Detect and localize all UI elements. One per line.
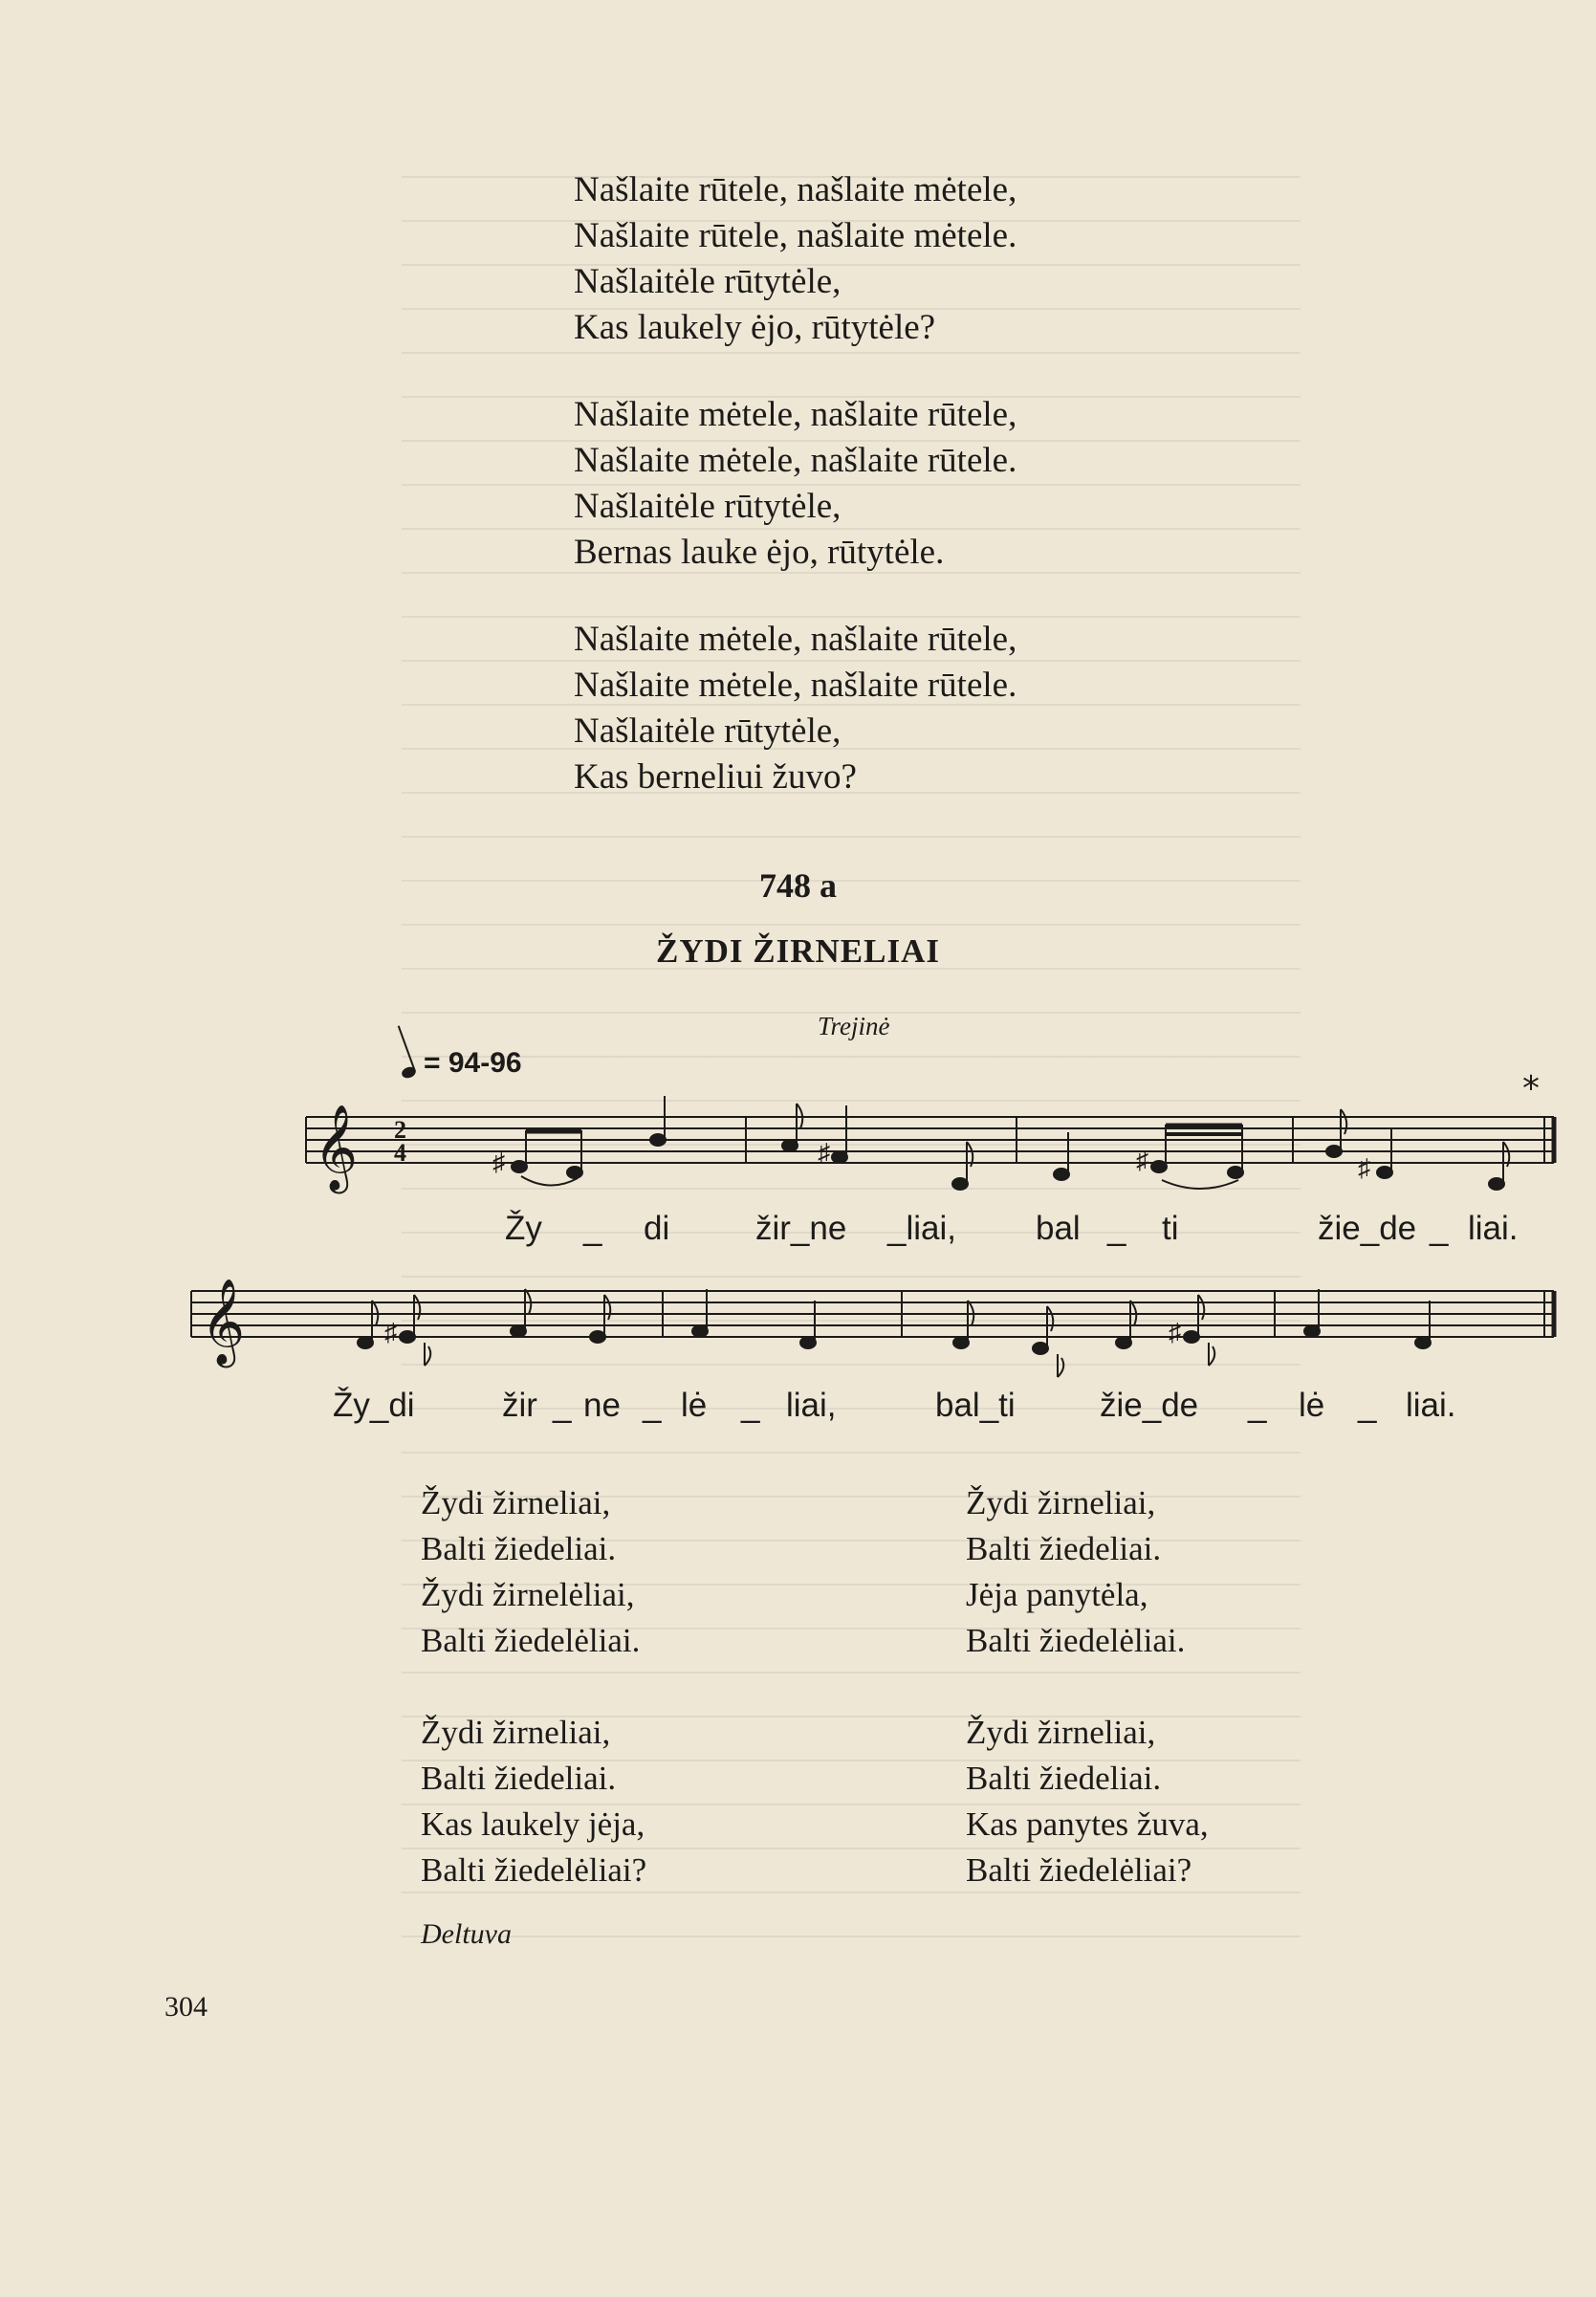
stanza-line: Našlaite rūtele, našlaite mėtele, bbox=[574, 170, 1017, 209]
stanza-line: Našlaite mėtele, našlaite rūtele. bbox=[574, 441, 1017, 480]
stanza-line: Kas berneliui žuvo? bbox=[574, 757, 857, 797]
lyric-syllable: Žy bbox=[505, 1210, 542, 1247]
lyric-syllable: bal bbox=[1036, 1210, 1081, 1247]
verse-line: Žydi žirneliai, bbox=[966, 1714, 1156, 1751]
lyric-syllable: žie_de bbox=[1100, 1387, 1199, 1424]
lyric-syllable: Žy_di bbox=[333, 1387, 415, 1424]
lyric-syllable: žie_de bbox=[1318, 1210, 1417, 1247]
verse-line: Balti žiedelėliai. bbox=[421, 1622, 641, 1659]
svg-text:♯: ♯ bbox=[384, 1319, 397, 1346]
time-signature-bottom: 4 bbox=[394, 1139, 406, 1167]
verse-line: Žydi žirneliai, bbox=[421, 1484, 611, 1521]
svg-text:♯: ♯ bbox=[818, 1139, 830, 1167]
treble-clef-icon: 𝄞 bbox=[201, 1279, 246, 1365]
stanza-line: Našlaite mėtele, našlaite rūtele. bbox=[574, 666, 1017, 705]
stanza-line: Našlaite rūtele, našlaite mėtele. bbox=[574, 216, 1017, 255]
svg-text:♯: ♯ bbox=[1358, 1154, 1370, 1182]
lyric-syllable: _ bbox=[1248, 1387, 1267, 1424]
song-title: ŽYDI ŽIRNELIAI bbox=[656, 932, 940, 970]
lyric-syllable: _ bbox=[741, 1387, 760, 1424]
lyric-syllable: _ bbox=[583, 1210, 602, 1247]
verse-line: Balti žiedelėliai? bbox=[966, 1851, 1192, 1889]
stanza-line: Našlaitėle rūtytėle, bbox=[574, 262, 842, 301]
lyric-syllable: _ bbox=[1358, 1387, 1377, 1424]
stanza-line: Našlaite mėtele, našlaite rūtele, bbox=[574, 395, 1017, 434]
stanza-line: Našlaite mėtele, našlaite rūtele, bbox=[574, 620, 1017, 659]
svg-text:♯: ♯ bbox=[492, 1148, 505, 1176]
stanza-3 bbox=[574, 617, 1017, 800]
lyric-syllable: ti bbox=[1162, 1210, 1179, 1247]
svg-text:♯: ♯ bbox=[1169, 1319, 1181, 1346]
quarter-note-icon bbox=[401, 1065, 418, 1080]
tempo-marking: Trejinė bbox=[818, 1012, 890, 1040]
verse-line: Kas laukely jėja, bbox=[421, 1805, 645, 1843]
time-signature-top: 2 bbox=[394, 1116, 406, 1144]
stanza-line: Kas laukely ėjo, rūtytėle? bbox=[574, 308, 936, 347]
lyric-syllable: _ bbox=[1107, 1210, 1126, 1247]
music-staff-2 bbox=[0, 1255, 1596, 1408]
verse-line: Balti žiedeliai. bbox=[966, 1530, 1162, 1567]
lyric-syllable: _ bbox=[553, 1387, 572, 1424]
lyric-syllable: lė bbox=[681, 1387, 708, 1424]
verse-line: Balti žiedeliai. bbox=[966, 1760, 1162, 1797]
verse-gap bbox=[966, 1664, 1209, 1710]
svg-text:♯: ♯ bbox=[1136, 1147, 1148, 1174]
verse-line: Balti žiedelėliai. bbox=[966, 1622, 1186, 1659]
metronome-mark bbox=[402, 1047, 522, 1080]
treble-clef-icon: 𝄞 bbox=[314, 1105, 359, 1191]
staff-1-notes bbox=[492, 1096, 1509, 1190]
stanza-2 bbox=[574, 392, 1017, 576]
stanza-1 bbox=[574, 167, 1017, 351]
verse-line: Balti žiedelėliai? bbox=[421, 1851, 647, 1889]
song-number: 748 a bbox=[759, 866, 837, 905]
verse-line: Jėja panytėla, bbox=[966, 1576, 1148, 1613]
verse-line: Balti žiedeliai. bbox=[421, 1530, 617, 1567]
stanza-line: Našlaitėle rūtytėle, bbox=[574, 711, 842, 751]
verses-left-column bbox=[421, 1480, 646, 1893]
lyric-syllable: liai, bbox=[786, 1387, 837, 1424]
verse-line: Žydi žirneliai, bbox=[421, 1714, 611, 1751]
page-number: 304 bbox=[164, 1991, 208, 2023]
lyric-syllable: _ bbox=[1430, 1210, 1449, 1247]
verse-line: Balti žiedeliai. bbox=[421, 1760, 617, 1797]
source-location: Deltuva bbox=[421, 1918, 512, 1950]
lyric-syllable: liai. bbox=[1468, 1210, 1519, 1247]
lyric-syllable: ne bbox=[583, 1387, 621, 1424]
verse-gap bbox=[421, 1664, 646, 1710]
lyric-syllable: _liai, bbox=[887, 1210, 956, 1247]
verses-right-column bbox=[966, 1480, 1209, 1893]
metronome-value: = 94-96 bbox=[424, 1047, 522, 1079]
lyric-syllable: žir bbox=[502, 1387, 537, 1424]
stanza-line: Bernas lauke ėjo, rūtytėle. bbox=[574, 533, 945, 572]
lyric-syllable: _ bbox=[643, 1387, 662, 1424]
lyric-syllable: bal_ti bbox=[935, 1387, 1016, 1424]
verse-line: Žydi žirneliai, bbox=[966, 1484, 1156, 1521]
verse-line: Žydi žirnelėliai, bbox=[421, 1576, 635, 1613]
lyric-syllable: di bbox=[644, 1210, 670, 1247]
stanza-line: Našlaitėle rūtytėle, bbox=[574, 487, 842, 526]
lyric-syllable: žir_ne bbox=[755, 1210, 847, 1247]
verse-line: Kas panytes žuva, bbox=[966, 1805, 1209, 1843]
footnote-asterisk: * bbox=[1522, 1069, 1540, 1108]
lyric-syllable: liai. bbox=[1406, 1387, 1456, 1424]
lyric-syllable: lė bbox=[1299, 1387, 1325, 1424]
